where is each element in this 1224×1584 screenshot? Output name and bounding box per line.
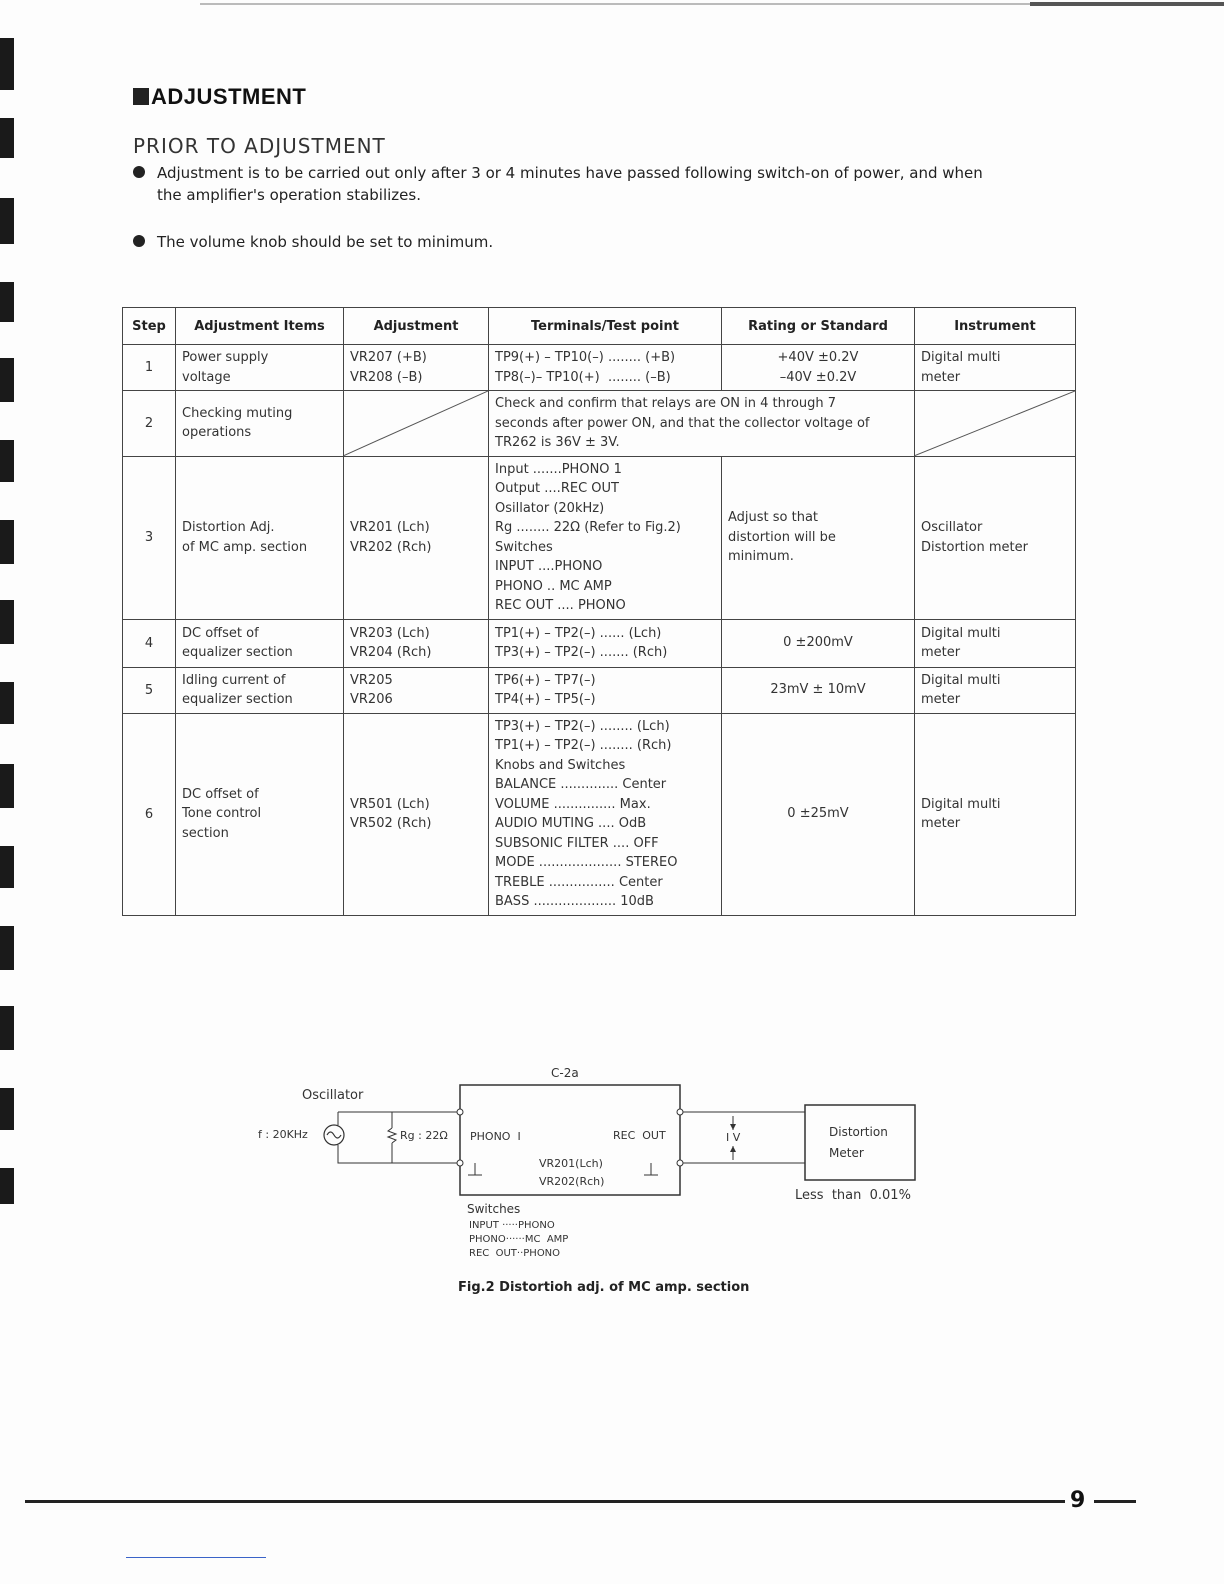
scan-mark <box>0 600 14 644</box>
cell-line: Digital multi <box>921 350 1001 365</box>
section-heading-text: ADJUSTMENT <box>151 84 307 109</box>
step-cell: 5 <box>123 667 176 713</box>
item-cell <box>176 619 344 667</box>
cell-line: 23mV ± 10mV <box>770 682 866 698</box>
cell-line: DC offset of <box>182 786 259 802</box>
cell-line: Idling current of <box>182 672 286 688</box>
table-row <box>123 391 1076 457</box>
adjustment-cell <box>344 345 489 391</box>
cell-line: VR205 <box>350 672 393 688</box>
cell-line: meter <box>921 816 961 831</box>
table-row <box>123 345 1076 391</box>
cell-line: 0 ±25mV <box>787 806 849 822</box>
cell-line: Switches <box>495 539 553 555</box>
oscillator-label: Oscillator <box>302 1088 364 1103</box>
cell-line: equalizer section <box>182 645 293 660</box>
table-header-row <box>123 308 1076 345</box>
cell-line: section <box>182 825 229 841</box>
terminals-cell <box>489 713 722 915</box>
cell-line: Input .......PHONO 1 <box>495 461 622 477</box>
cell-line: TP9(+) – TP10(–) ........ (+B) <box>495 350 676 365</box>
cell-line: Knobs and Switches <box>495 757 626 773</box>
header-adjustment: Adjustment <box>344 308 489 345</box>
header-instrument: Instrument <box>915 308 1076 345</box>
cell-line: TP3(+) – TP2(–) ....... (Rch) <box>495 645 668 660</box>
cell-line: Tone control <box>182 806 262 822</box>
cell-line: BASS .................... 10dB <box>495 894 654 909</box>
cell-line: Digital multi <box>921 672 1001 688</box>
cell-line: VR204 (Rch) <box>350 645 432 660</box>
terminals-cell <box>489 391 915 457</box>
rating-cell <box>722 456 915 619</box>
scan-mark <box>0 682 14 724</box>
cell-line: distortion will be <box>728 529 836 545</box>
note-1-line-2: the amplifier's operation stabilizes. <box>157 186 421 204</box>
diagonal-slash <box>344 391 488 456</box>
switch-rec: REC OUT··PHONO <box>469 1248 561 1259</box>
switches-title: Switches <box>467 1202 521 1216</box>
cell-line: TREBLE ................ Center <box>495 874 663 890</box>
item-cell <box>176 391 344 457</box>
cell-line: 0 ±200mV <box>783 635 853 651</box>
vr-lch-label: VR201(Lch) <box>539 1157 603 1170</box>
step-cell: 2 <box>123 391 176 457</box>
cell-line: TP1(+) – TP2(–) ........ (Rch) <box>495 738 672 753</box>
header-rating: Rating or Standard <box>722 308 915 345</box>
cell-line: REC OUT .... PHONO <box>495 598 626 613</box>
cell-line: +40V ±0.2V <box>777 350 859 365</box>
cell-line: voltage <box>182 369 231 385</box>
terminal-icon <box>457 1160 463 1166</box>
instrument-cell-empty <box>915 391 1076 457</box>
cell-line: meter <box>921 645 961 660</box>
rating-cell <box>722 619 915 667</box>
cell-line: VOLUME ............... Max. <box>495 796 651 812</box>
subheading: PRIOR TO ADJUSTMENT <box>133 134 386 158</box>
vr-rch-label: VR202(Rch) <box>539 1175 605 1188</box>
item-cell <box>176 456 344 619</box>
terminals-cell <box>489 619 722 667</box>
adjustment-cell-empty <box>344 391 489 457</box>
figure-caption: Fig.2 Distortioh adj. of MC amp. section <box>458 1280 750 1295</box>
cell-line: VR208 (–B) <box>350 369 423 385</box>
cell-line: minimum. <box>728 549 794 565</box>
step-cell: 3 <box>123 456 176 619</box>
cell-line: Rg ........ 22Ω (Refer to Fig.2) <box>495 520 681 535</box>
scan-mark <box>0 764 14 808</box>
wire <box>338 1145 460 1163</box>
step-cell: 4 <box>123 619 176 667</box>
table-row <box>123 713 1076 915</box>
cell-line: INPUT ....PHONO <box>495 559 603 574</box>
cell-line: equalizer section <box>182 692 293 707</box>
bottom-rule-right <box>1094 1500 1136 1503</box>
rec-out-label: REC OUT <box>613 1129 666 1142</box>
cell-line: TP6(+) – TP7(–) <box>495 672 596 688</box>
scan-mark <box>0 1088 14 1130</box>
bullet-icon <box>133 166 145 178</box>
instrument-cell <box>915 713 1076 915</box>
switch-input: INPUT ·····PHONO <box>469 1220 555 1231</box>
square-bullet-icon <box>133 88 149 105</box>
arrow-head-icon <box>730 1146 736 1152</box>
scan-mark <box>0 358 14 402</box>
note-1 <box>133 162 1083 206</box>
item-cell <box>176 345 344 391</box>
meter-box <box>805 1105 915 1180</box>
header-adjustment-items: Adjustment Items <box>176 308 344 345</box>
instrument-cell <box>915 667 1076 713</box>
cell-line: BALANCE .............. Center <box>495 777 667 792</box>
scan-mark <box>0 282 14 322</box>
scan-mark <box>0 926 14 970</box>
cell-line: meter <box>921 369 961 385</box>
figure-2 <box>250 1060 950 1310</box>
resistor-icon <box>388 1128 396 1143</box>
terminals-cell <box>489 456 722 619</box>
instrument-cell <box>915 345 1076 391</box>
cell-line: operations <box>182 425 252 441</box>
cell-line: DC offset of <box>182 625 259 641</box>
terminal-icon <box>457 1109 463 1115</box>
terminals-cell <box>489 345 722 391</box>
rating-cell <box>722 667 915 713</box>
scan-mark <box>0 38 14 90</box>
step-cell: 1 <box>123 345 176 391</box>
cell-line: MODE .................... STEREO <box>495 855 678 870</box>
arrow-head-icon <box>730 1124 736 1130</box>
cell-line: VR207 (+B) <box>350 350 427 365</box>
cell-line: –40V ±0.2V <box>779 369 857 385</box>
table-row <box>123 619 1076 667</box>
terminal-icon <box>677 1160 683 1166</box>
cell-line: SUBSONIC FILTER .... OFF <box>495 835 659 851</box>
meter-label-2: Meter <box>829 1146 864 1160</box>
frequency-label: f : 20KHz <box>258 1128 308 1141</box>
cell-line: TP4(+) – TP5(–) <box>495 692 596 707</box>
header-step: Step <box>123 308 176 345</box>
adjustment-cell <box>344 713 489 915</box>
cell-line: Digital multi <box>921 625 1001 641</box>
cell-line: meter <box>921 692 961 707</box>
step-cell: 6 <box>123 713 176 915</box>
instrument-cell <box>915 619 1076 667</box>
blue-underline <box>126 1557 266 1558</box>
cell-line: Digital multi <box>921 796 1001 812</box>
cell-line: Osillator (20kHz) <box>495 500 605 516</box>
rating-cell <box>722 713 915 915</box>
table-row <box>123 667 1076 713</box>
diagonal-slash <box>915 391 1075 456</box>
scan-mark <box>0 440 14 482</box>
cell-line: VR501 (Lch) <box>350 796 430 812</box>
cell-line: VR201 (Lch) <box>350 520 430 535</box>
cell-line: Power supply <box>182 350 269 365</box>
cell-line: TP1(+) – TP2(–) ...... (Lch) <box>495 625 662 641</box>
scan-mark <box>0 1168 14 1204</box>
cell-line: Output ....REC OUT <box>495 481 619 496</box>
top-rule-accent <box>1030 2 1224 6</box>
terminals-cell <box>489 667 722 713</box>
terminal-icon <box>677 1109 683 1115</box>
section-heading <box>133 84 306 110</box>
page-number: 9 <box>1070 1488 1086 1513</box>
instrument-cell <box>915 456 1076 619</box>
cell-line: VR203 (Lch) <box>350 625 430 641</box>
note-1-line-1: Adjustment is to be carried out only after 3 or 4 minutes have passed following switch-on of power, and when <box>157 164 983 182</box>
voltage-label: I V <box>726 1131 741 1144</box>
cell-line: TR262 is 36V ± 3V. <box>495 435 620 450</box>
cell-line: Distortion Adj. <box>182 520 275 535</box>
cell-line: Checking muting <box>182 405 293 421</box>
scan-mark <box>0 198 14 244</box>
item-cell <box>176 667 344 713</box>
sine-wave-icon <box>327 1132 341 1138</box>
meter-label-1: Distortion <box>829 1125 888 1139</box>
cell-line: VR206 <box>350 692 393 707</box>
cell-line: TP3(+) – TP2(–) ........ (Lch) <box>495 718 670 734</box>
rg-label: Rg : 22Ω <box>400 1129 448 1142</box>
cell-line: Distortion meter <box>921 539 1028 555</box>
scan-mark <box>0 846 14 888</box>
scan-mark <box>0 520 14 564</box>
table-row <box>123 456 1076 619</box>
less-than-label: Less than 0.01% <box>795 1188 911 1203</box>
cell-line: of MC amp. section <box>182 539 308 555</box>
phono-label: PHONO I <box>470 1130 521 1143</box>
cell-line: Check and confirm that relays are ON in 4 through 7 <box>495 396 837 411</box>
cell-line: VR202 (Rch) <box>350 539 432 555</box>
item-cell <box>176 713 344 915</box>
bullet-icon <box>133 235 145 247</box>
cell-line: seconds after power ON, and that the collector voltage of <box>495 415 870 431</box>
bottom-rule <box>25 1500 1065 1503</box>
switch-phono: PHONO······MC AMP <box>469 1234 569 1245</box>
cell-line: AUDIO MUTING .... OdB <box>495 816 647 831</box>
scan-mark <box>0 118 14 158</box>
cell-line: VR502 (Rch) <box>350 816 432 831</box>
header-terminals: Terminals/Test point <box>489 308 722 345</box>
note-2 <box>133 231 1083 253</box>
rating-cell <box>722 345 915 391</box>
adjustment-cell <box>344 456 489 619</box>
scan-mark <box>0 1006 14 1050</box>
cell-line: PHONO .. MC AMP <box>495 578 612 594</box>
cell-line: Adjust so that <box>728 510 819 526</box>
adjustment-cell <box>344 619 489 667</box>
cell-line: Oscillator <box>921 520 983 535</box>
board-label: C-2a <box>551 1066 579 1080</box>
cell-line: TP8(–)– TP10(+) ........ (–B) <box>495 369 671 385</box>
adjustment-cell <box>344 667 489 713</box>
note-2-line-1: The volume knob should be set to minimum. <box>157 233 494 251</box>
adjustment-table <box>122 307 1076 916</box>
